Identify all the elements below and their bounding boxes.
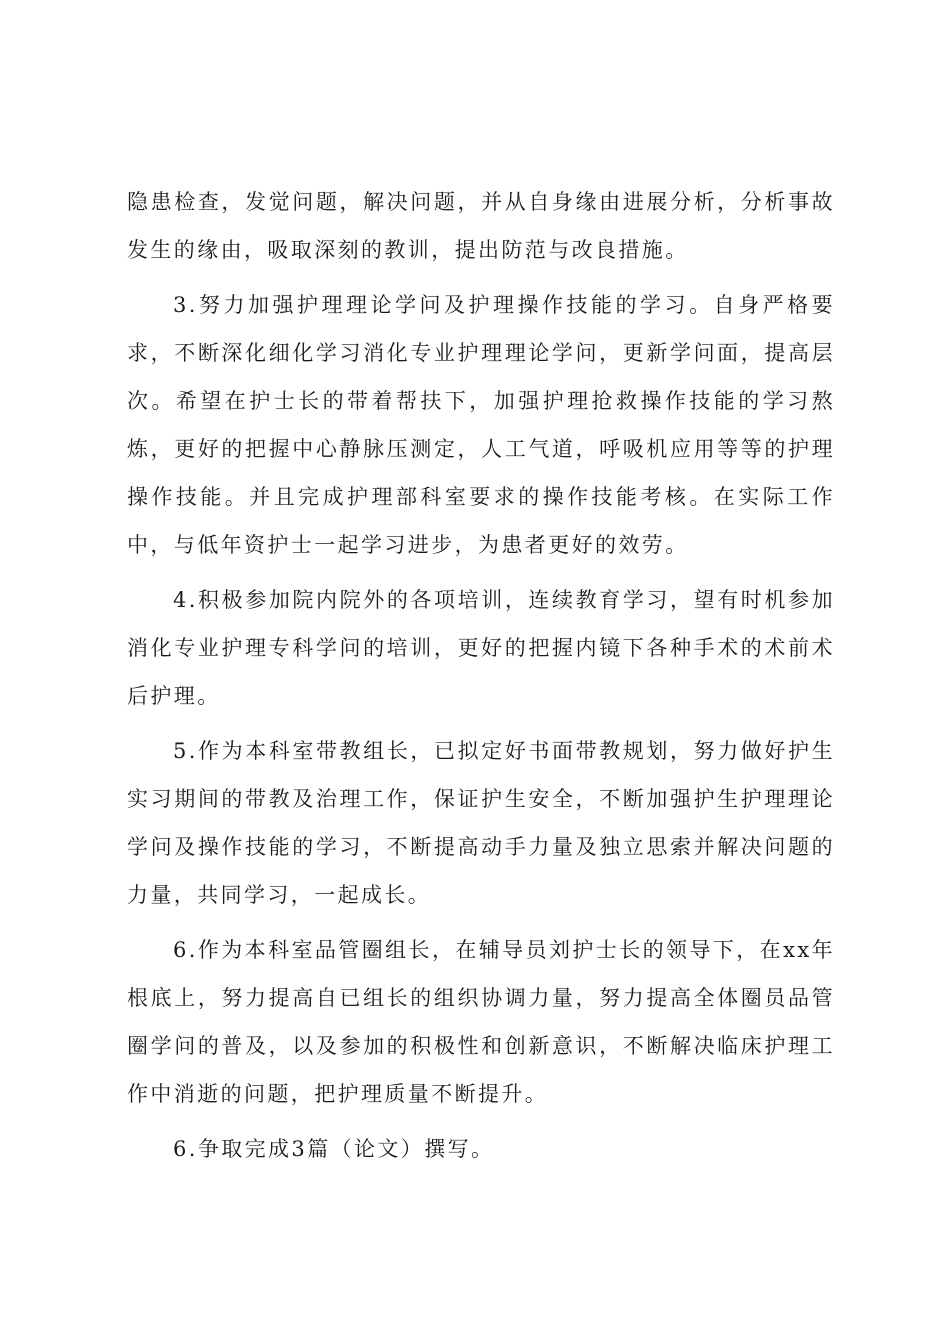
document-body — [127, 178, 835, 1173]
paragraph-item-4: 4.积极参加院内院外的各项培训，连续教育学习，望有时机参加消化专业护理专科学问的培训，更好的把握内镜下各种手术的术前术后护理。 — [127, 588, 835, 708]
paragraph-item-3: 3.努力加强护理理论学问及护理操作技能的学习。自身严格要求，不断深化细化学习消化专业护理理论学问，更新学问面，提高层次。希望在护士长的带着帮扶下，加强护理抢救操作技能的学习熬炼，更好的把握中心静脉压测定，人工气道，呼吸机应用等等的护理操作技能。并且完成护理部科室要求的操作技能考核。在实际工作中，与低年资护士一起学习进步，为患者更好的效劳。 — [127, 293, 835, 557]
paragraph-item-5: 5.作为本科室带教组长，已拟定好书面带教规划，努力做好护生实习期间的带教及治理工作，保证护生安全，不断加强护生护理理论学问及操作技能的学习，不断提高动手力量及独立思索并解决问题的力量，共同学习，一起成长。 — [127, 739, 835, 907]
paragraph-continued: 隐患检查，发觉问题，解决问题，并从自身缘由进展分析，分析事故发生的缘由，吸取深刻的教训，提出防范与改良措施。 — [127, 190, 835, 262]
paragraph-item-6a: 6.作为本科室品管圈组长，在辅导员刘护士长的领导下，在xx年根底上，努力提高自已组长的组织协调力量，努力提高全体圈员品管圈学问的普及，以及参加的积极性和创新意识，不断解决临床护理工作中消逝的问题，把护理质量不断提升。 — [127, 938, 835, 1106]
paragraph-item-6b: 6.争取完成3篇（论文）撰写。 — [173, 1137, 495, 1161]
